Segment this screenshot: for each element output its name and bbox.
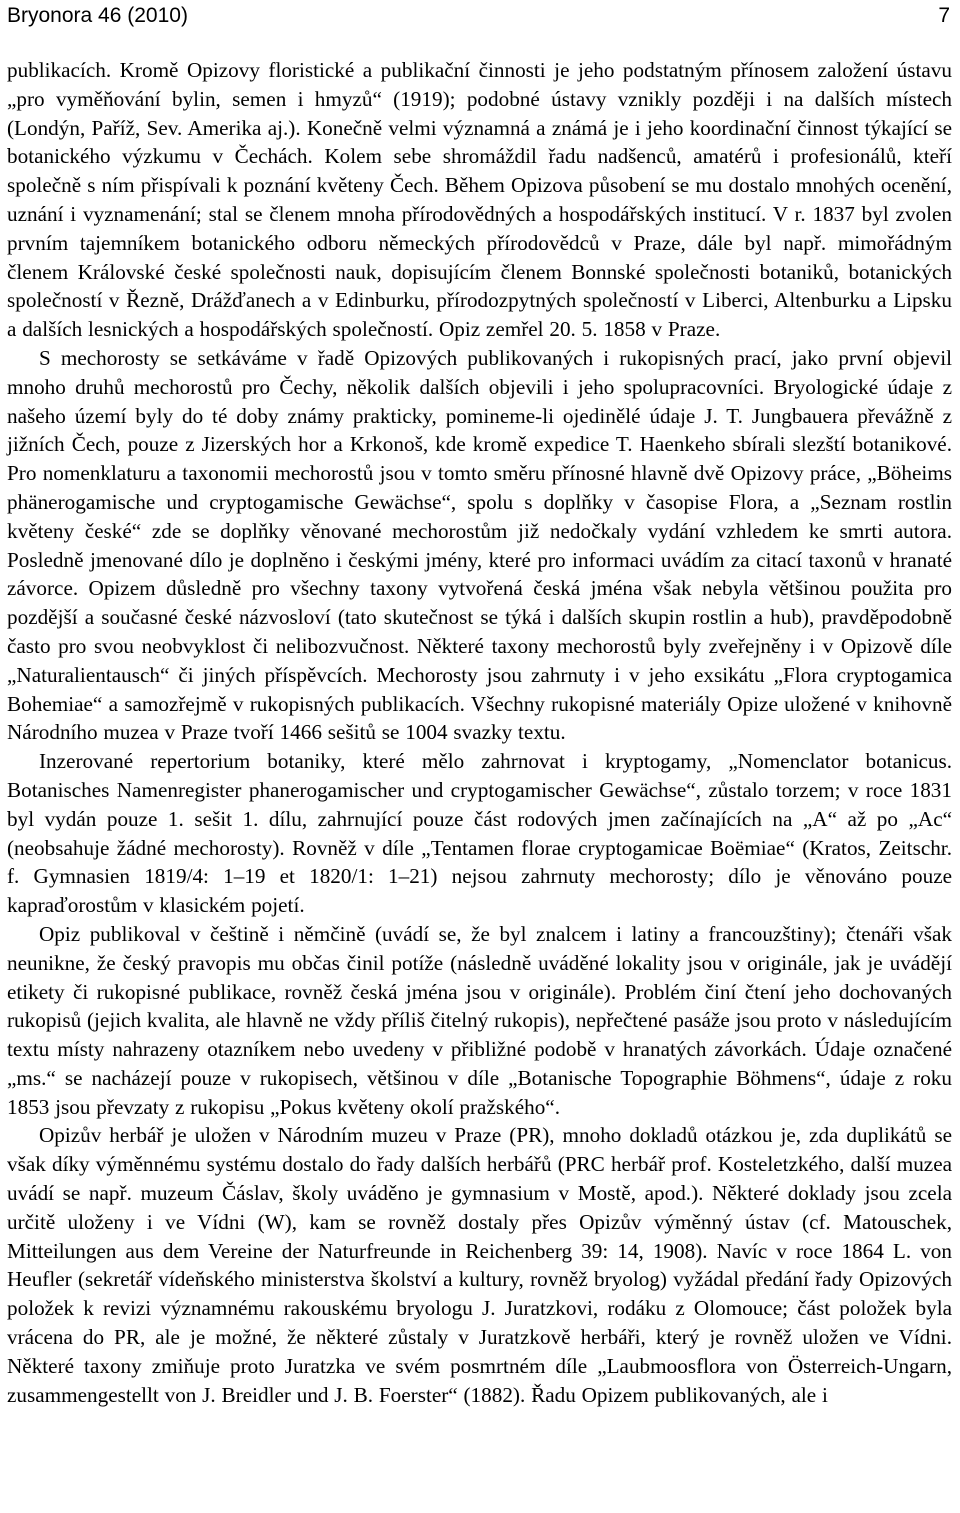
body-text <box>7 56 952 1409</box>
paragraph: S mechorosty se setkáváme v řadě Opizových publikovaných i rukopisných prací, jako první objevil mnoho druhů mechorostů pro Čechy, několik dalších objevili i jeho spolupracovníci. Bryologické údaje z našeho území byly do té doby známy prakticky, pomineme-li ojedinělé údaje J. T. Jungbauera převážně z jižních Čech, pouze z Jizerských hor a Krkonoš, kde kromě expedice T. Haenkeho sbírali slezští botanikové. Pro nomenklaturu a taxonomii mechorostů jsou v tomto směru přínosné hlavně dvě Opizovy práce, „Böheims phänerogamische und cryptogamische Gewächse“, spolu s doplňky v časopise Flora, a „Seznam rostlin květeny české“ zde se doplňky věnované mechorostům již nedočkaly vydání vzhledem ke smrti autora. Posledně jmenované dílo je doplněno i českými jmény, které pro informaci uvádím za citací taxonů v hranaté závorce. Opizem důsledně pro všechny taxony vytvořená česká jména však nebyla většinou použita pro pozdější a současné české názvosloví (tato skutečnost se týká i dalších skupin rostlin a hub), pravděpodobně často pro svou neobvyklost či nelibozvučnost. Některé taxony mechorostů byly zveřejněny i v Opizově díle „Naturalientausch“ či jiných příspěvcích. Mechorosty jsou zahrnuty i v jeho exsikátu „Flora cryptogamica Bohemiae“ a samozřejmě v rukopisných publikacích. Všechny rukopisné materiály Opize uložené v knihovně Národního muzea v Praze tvoří 1466 sešitů se 1004 svazky textu. <box>7 345 952 745</box>
running-header <box>7 0 952 56</box>
paragraph: Opizův herbář je uložen v Národním muzeu v Praze (PR), mnoho dokladů otázkou je, zda duplikátů se však díky výměnnému systému dostalo do řady dalších herbářů (PRC herbář prof. Kosteletzkého, další muzea uvádí se např. muzeum Čáslav, školy uváděno je gymnasium v Mostě, apod.). Některé doklady jsou zcela určitě uloženy i ve Vídni (W), kam se rovněž dostaly přes Opizův výměnný ústav (cf. Matouschek, Mitteilungen aus dem Vereine der Naturfreunde in Reichenberg 39: 14, 1908). Navíc v roce 1864 L. von Heufler (sekretář vídeňského ministerstva školství a kultury, rovněž bryolog) vyžádal předání řady Opizových položek k revizi významnému rakouskému bryologu J. Juratzkovi, rodáku z Olomouce; část položek byla vrácena do PR, ale je možné, že některé zůstaly v Juratzkově herbáři, který je rovněž uložen ve Vídni. Některé taxony zmiňuje proto Juratzka ve svém posmrtném díle „Laubmoosflora von Österreich-Ungarn, zusammengestellt von J. Breidler und J. B. Foerster“ (1882). Řadu Opizem publikovaných, ale i <box>7 1123 952 1407</box>
page-number: 7 <box>938 4 950 27</box>
journal-citation: Bryonora 46 (2010) <box>7 4 188 27</box>
paragraph: Opiz publikoval v češtině i němčině (uvádí se, že byl znalcem i latiny a francouzštiny); čtenáři však neunikne, že český pravopis mu občas činil potíže (následně uváděné lokality jsou v originále, jak je uvádějí etikety či rukopisné publikace, rovněž česká jména jsou v originále). Problém činí čtení jeho dochovaných rukopisů (jejich kvalita, ale hlavně ne vždy příliš čitelný rukopis), nepřečtené pasáže jsou proto v následujícím textu místy nahrazeny otazníkem nebo uvedeny v přibližné podobě v hranatých závorkách. Údaje označené „ms.“ se nacházejí pouze v rukopisech, většinou v díle „Botanische Topographie Böhmens“, údaje z roku 1853 jsou převzaty z rukopisu „Pokus květeny okolí pražského“. <box>7 921 952 1119</box>
paragraph: publikacích. Kromě Opizovy floristické a publikační činnosti je jeho podstatným přínosem založení ústavu „pro vyměňování bylin, semen i hmyzů“ (1919); podobné ústavy vznikly později i na dalších místech (Londýn, Paříž, Sev. Amerika aj.). Konečně velmi významná a známá je i jeho koordinační činnost týkající se botanického výzkumu v Čechách. Kolem sebe shromáždil řadu nadšenců, amatérů i profesionálů, kteří společně s ním přispívali k poznání květeny Čech. Během Opizova působení se mu dostalo mnohých ocenění, uznání i vyznamenání; stal se členem mnoha přírodovědných a hospodářských institucí. V r. 1837 byl zvolen prvním tajemníkem botanického odboru německých přírodovědců v Praze, dále byl např. mimořádným členem Královské české společnosti nauk, dopisujícím členem Bonnské společnosti botaniků, botanických společností v Řezně, Drážďanech a v Edinburku, přírodozpytných společností v Liberci, Altenburku a Lipsku a dalších lesnických a hospodářských společností. Opiz zemřel 20. 5. 1858 v Praze. <box>7 58 952 342</box>
paragraph: Inzerované repertorium botaniky, které mělo zahrnovat i kryptogamy, „Nomenclator botanicus. Botanisches Namenregister phanerogamischer und cryptogamischer Gewächse“, zůstalo torzem; v roce 1831 byl vydán pouze 1. sešit 1. dílu, zahrnující pouze část rodových jmen začínajících na „A“ až po „Ac“ (neobsahuje žádné mechorosty). Rovněž v díle „Tentamen florae cryptogamicae Boëmiae“ (Kratos, Zeitschr. f. Gymnasien 1819/4: 1–19 et 1820/1: 1–21) nejsou zahrnuty mechorosty; dílo je věnováno pouze kapraďorostům v klasickém pojetí. <box>7 749 952 918</box>
